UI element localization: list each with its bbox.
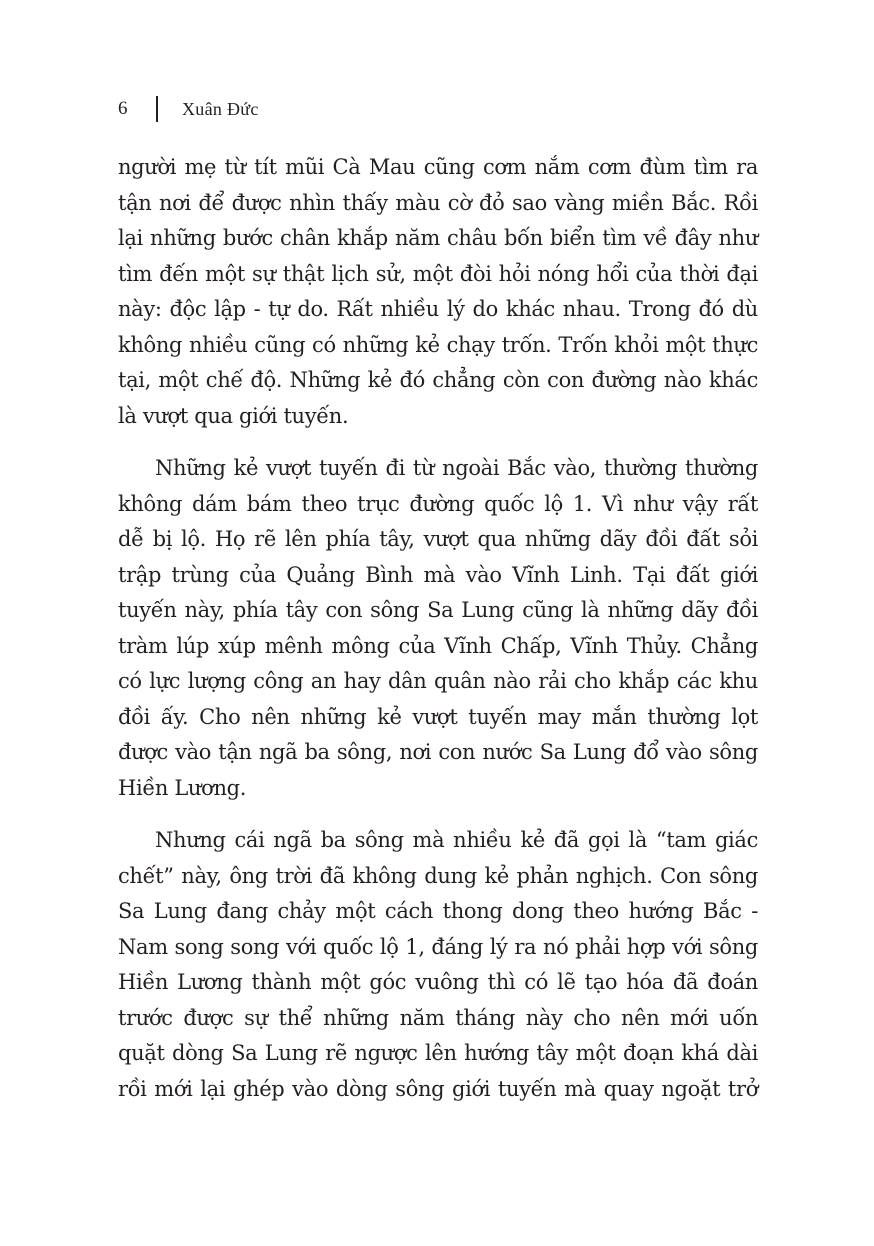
text-line: tuyến này, phía tây con sông Sa Lung cũng là những dãy đồi — [118, 598, 758, 622]
text-line: tại, một chế độ. Những kẻ đó chẳng còn con đường nào khác — [118, 368, 758, 392]
text-line: là vượt qua giới tuyến. — [118, 403, 349, 428]
text-line: tìm đến một sự thật lịch sử, một đòi hỏi nóng hổi của thời đại — [118, 261, 758, 286]
text-line: rồi mới lại ghép vào dòng sông giới tuyến mà quay ngoặt trở — [118, 1076, 758, 1101]
header-divider — [156, 96, 158, 122]
text-line: Những kẻ vượt tuyến đi từ ngoài Bắc vào, thường thường — [155, 456, 758, 480]
text-line: Nhưng cái ngã ba sông mà nhiều kẻ đã gọi là “tam giác — [155, 828, 758, 852]
text-line: Hiền Lương. — [118, 775, 247, 800]
page-number: 6 — [118, 98, 128, 119]
running-header — [118, 94, 259, 124]
running-head-author: Xuân Đức — [182, 98, 259, 119]
paragraph-3 — [118, 823, 758, 1107]
text-line: này: độc lập - tự do. Rất nhiều lý do khác nhau. Trong đó dù — [118, 297, 758, 321]
text-line: tận nơi để được nhìn thấy màu cờ đỏ sao vàng miền Bắc. Rồi — [118, 190, 758, 215]
paragraph-2 — [118, 451, 758, 806]
text-line: không dám bám theo trục đường quốc lộ 1. Vì như vậy rất — [118, 491, 758, 516]
paragraph-1 — [118, 150, 758, 434]
text-line: lại những bước chân khắp năm châu bốn biển tìm về đây như — [118, 226, 758, 250]
text-line: Hiền Lương thành một góc vuông thì có lẽ tạo hóa đã đoán — [118, 970, 758, 994]
text-line: dễ bị lộ. Họ rẽ lên phía tây, vượt qua những dãy đồi đất sỏi — [118, 527, 758, 551]
text-line: tràm lúp xúp mênh mông của Vĩnh Chấp, Vĩnh Thủy. Chẳng — [118, 633, 758, 658]
text-line: không nhiều cũng có những kẻ chạy trốn. Trốn khỏi một thực — [118, 332, 758, 357]
text-line: quặt dòng Sa Lung rẽ ngược lên hướng tây một đoạn khá dài — [118, 1041, 758, 1065]
text-line: có lực lượng công an hay dân quân nào rải cho khắp các khu — [118, 669, 758, 693]
text-line: trập trùng của Quảng Bình mà vào Vĩnh Linh. Tại đất giới — [118, 562, 758, 587]
text-line: Nam song song với quốc lộ 1, đáng lý ra nó phải hợp với sông — [118, 934, 758, 959]
text-line: đồi ấy. Cho nên những kẻ vượt tuyến may mắn thường lọt — [118, 704, 758, 729]
text-line: chết” này, ông trời đã không dung kẻ phản nghịch. Con sông — [118, 863, 758, 888]
text-line: Sa Lung đang chảy một cách thong dong theo hướng Bắc - — [118, 899, 758, 923]
text-line: người mẹ từ tít mũi Cà Mau cũng cơm nắm cơm đùm tìm ra — [118, 155, 758, 179]
body-text — [118, 150, 758, 1107]
text-line: được vào tận ngã ba sông, nơi con nước Sa Lung đổ vào sông — [118, 740, 758, 764]
text-line: trước được sự thể những năm tháng này cho nên mới uốn — [118, 1005, 758, 1030]
